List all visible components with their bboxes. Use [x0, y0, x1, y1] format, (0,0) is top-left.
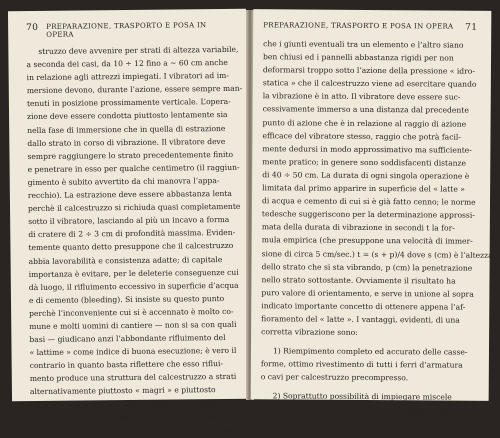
text-line: qui ripetere che è necessario le casseforme siano non: [30, 411, 238, 423]
text-line: puro valore di orientamento, e serve in unione al sopra: [261, 288, 474, 299]
left-running-head: PREPARAZIONE, TRASPORTO E POSA IN OPERA: [46, 21, 207, 39]
text-line: contrario in quanto basta riflettere che esso riflui-: [29, 359, 223, 371]
text-line: nello strato sottostante. Ovviamente il risultato ha: [261, 274, 456, 286]
text-line: di cratere di 2 ÷ 3 cm di profondità massima. Eviden-: [28, 228, 236, 240]
text-line: mento produce una struttura del calcestruzzo a strati: [29, 372, 237, 384]
text-line: ben chiusi ed i pannelli abbastanza rigidi per non: [263, 52, 454, 63]
list-item-2: 2) Soprattutto possibilità di impiegare miscele: [272, 391, 452, 403]
text-line: temente quanto detto presuppone che il calcestruzzo: [28, 241, 234, 253]
text-line: in relazione agli attrezzi impiegati. I vibratori ad im-: [26, 71, 229, 83]
left-page-body: [26, 43, 243, 438]
text-line: mente dedursi in modo approssimativo ma sufficiente-: [262, 143, 472, 155]
text-line: importanza è evitare, per le deleterie conseguenze cui: [28, 267, 239, 279]
text-line: limitata dal primo apparire in superficie del « latte »: [262, 183, 465, 194]
text-line: mata della durata di vibrazione in secondi t la for-: [261, 222, 455, 233]
text-line: o cavi per calcestruzzo precompresso.: [260, 372, 409, 383]
text-line: statica » che il calcestruzzo viene ad esercitare quando: [262, 78, 477, 90]
text-line: struzzo deve avvenire per strati di altezza variabile,: [38, 44, 239, 56]
text-line: nella fase di immersione che in quella di estrazione: [27, 123, 226, 135]
text-line: fioramento del « latte ». I vantaggi, evidenti, di una: [261, 314, 460, 325]
text-line: perchè il calcestruzzo si richiuda quasi completamente: [27, 201, 241, 214]
text-line: dello strato che si sta vibrando, p (cm) la penetrazione: [261, 261, 473, 273]
text-line: tedesche suggeriscono per la determinazione approssi-: [261, 209, 475, 220]
text-line: e penetrare in esso per qualche centimetro (il raggiun-: [27, 162, 240, 174]
text-line: tenuti in posizione prossimamente verticale. L’opera-: [26, 97, 231, 109]
text-line: di 40 ÷ 50 cm. La durata di ogni singola operazione è: [262, 170, 470, 181]
text-line: mente pratico; in genere sono soddisfacenti distanze: [262, 157, 467, 168]
text-line: indicato importante concetto di ottenere appena l’af-: [261, 301, 466, 312]
text-line: cessivamente immerso a una distanza dal precedente: [262, 104, 469, 116]
text-line: corretta vibrazione sono:: [261, 327, 358, 337]
text-line: deformarsi troppo sotto l’azione della pressione « idro-: [262, 65, 475, 76]
text-line: che i giunti eventuali tra un elemento e l’altro siano: [263, 39, 464, 50]
text-line: sempre raggiungere lo strato precedentemente finito: [27, 149, 234, 161]
text-line: solo robuste ma curate in modo particolare, di guisa: [30, 424, 233, 436]
text-line: dallo strato in corso di vibrazione. Il vibratore deve: [27, 136, 226, 148]
text-line: recchio). La estrazione deve essere abbastanza lenta: [27, 188, 232, 201]
text-line: sotto il vibratore, lasciando al più un incavo a forma: [28, 215, 230, 227]
text-line: basi — giudicano anzi l’abbondante rifluimento del: [29, 333, 226, 345]
text-line: « lattime » come indice di buona esecuzione; è vero il: [29, 346, 237, 358]
text-line: mula empirica (che presuppone una velocità di immer-: [261, 235, 473, 247]
text-line: forme, ottimo rivestimento di tutti i ferri d’armatura: [260, 359, 463, 370]
text-line: dà luogo, il rifluimento eccessivo in superficie d’acqua: [28, 280, 239, 292]
text-line: mune e molti uomini di cantiere — non si sa con quali: [29, 319, 237, 332]
text-line: « grassi » a grave danno della uniformità. Vogliamo: [30, 398, 230, 410]
left-page-header: [26, 21, 234, 39]
text-line: abbia lavorabilità e consistenza adatte; di capitale: [28, 254, 223, 266]
text-line: perchè l’inconveniente cui si è accennato è molto co-: [29, 306, 234, 318]
text-line: la vibrazione è in atto. Il vibratore deve essere suc-: [262, 91, 461, 102]
right-page-body: [260, 37, 493, 417]
formula-line: sione di circa 5 cm/sec.) t = (s + p)/4 dove s (cm) è l’altezza: [261, 248, 493, 260]
right-page-number: 71: [465, 22, 478, 33]
text-line: efficace del vibratore stesso, raggio che potrà facil-: [262, 130, 461, 142]
text-line: di acqua e cemento di cui si è già fatto cenno; le norme: [261, 196, 476, 207]
list-item-1: 1) Riempimento completo ed accurato delle casse-: [272, 346, 468, 357]
left-page-number: 70: [26, 22, 39, 34]
right-running-head: PREPARAZIONE, TRASPORTO E POSA IN OPERA: [263, 21, 454, 31]
right-page: [251, 9, 493, 416]
right-page-header: [263, 21, 477, 32]
text-line: a seconda dei casi, da 10 ÷ 12 fino a ∼ 60 cm anche: [26, 58, 228, 70]
left-page: [8, 9, 250, 436]
text-line: gimento è subito avvertito da chi manovra l’appa-: [27, 175, 220, 187]
text-line: mersione devono, durante l’azione, essere sempre man-: [26, 84, 243, 96]
text-line: e di cemento (bleeding). Si insiste su questo punto: [28, 293, 225, 305]
text-line: punto di azione che è in relazione al raggio di azione: [262, 117, 467, 129]
text-line: con contenuto d’acqua notevolmente ridotto rispetto: [260, 404, 464, 416]
text-line: zione deve essere condotta piuttosto lentamente sia: [27, 110, 228, 122]
text-line: alternativamente piuttosto « magri » e piuttosto: [29, 385, 216, 397]
